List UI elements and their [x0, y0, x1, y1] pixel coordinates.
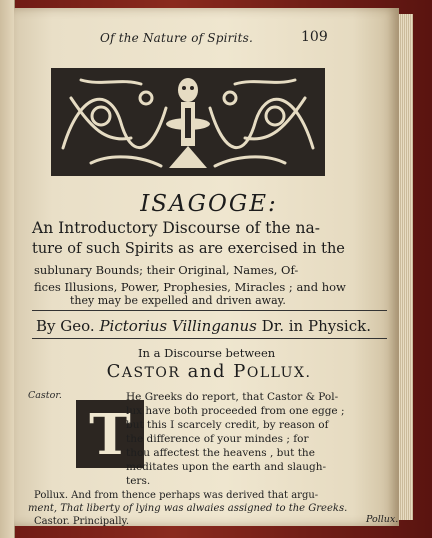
byline-prefix: By Geo. [36, 317, 95, 335]
subtitle-line-3: sublunary Bounds; their Original, Names, Of- [34, 263, 299, 277]
discourse-intro: In a Discourse between [138, 346, 276, 360]
speakers-and: and [187, 361, 227, 382]
running-head: Of the Nature of Spirits. [100, 31, 254, 45]
book-page [14, 8, 399, 526]
page-stack-edge [399, 14, 413, 520]
woodcut-headpiece [51, 68, 325, 176]
dialogue-line-2: lux have both proceeded from one egge ; [126, 405, 345, 417]
byline [36, 317, 371, 335]
speakers-heading [14, 361, 404, 382]
margin-speaker-castor: Castor. [28, 390, 62, 401]
dialogue-line-5: thou affectest the heavens , but the [126, 447, 315, 459]
catchword: Pollux. [366, 514, 399, 525]
page-number: 109 [301, 29, 328, 45]
dialogue-line-6: meditates upon the earth and slaugh- [126, 461, 327, 473]
speaker1-initial: C [106, 361, 122, 382]
byline-suffix: Dr. in Physick. [261, 317, 371, 335]
subtitle-line-5: they may be expelled and driven away. [70, 294, 286, 307]
dialogue-line-1: He Greeks do report, that Castor & Pol- [126, 391, 339, 403]
title-isagoge: ISAGOGE: [140, 191, 278, 217]
dialogue-line-4: the difference of your mindes ; for [126, 433, 309, 445]
castor-line: Castor. Principally. [34, 516, 130, 527]
subtitle-line-1: An Introductory Discourse of the na- [32, 219, 320, 237]
author-name: Pictorius Villinganus [99, 317, 257, 335]
speaker2-initial: P [233, 361, 247, 382]
speaker2-rest: OLLUX. [246, 365, 312, 381]
speaker1-rest: ASTOR [121, 365, 181, 381]
pollux-line-1: Pollux. And from thence perhaps was derived that argu- [34, 490, 319, 501]
subtitle-line-2: ture of such Spirits as are exercised in the [32, 241, 345, 257]
rule-below-byline [32, 338, 387, 339]
dialogue-line-3: but this I scarcely credit, by reason of [126, 419, 329, 431]
rule-above-byline [32, 310, 387, 311]
drop-cap-letter: T [89, 402, 131, 468]
subtitle-line-4: fices Illusions, Power, Prophesies, Miracles ; and how [34, 280, 346, 294]
dialogue-line-7: ters. [126, 475, 151, 487]
pollux-line-2: ment, That liberty of lying was alwaies assigned to the Greeks. [28, 503, 348, 514]
facing-page-edge [0, 0, 15, 538]
